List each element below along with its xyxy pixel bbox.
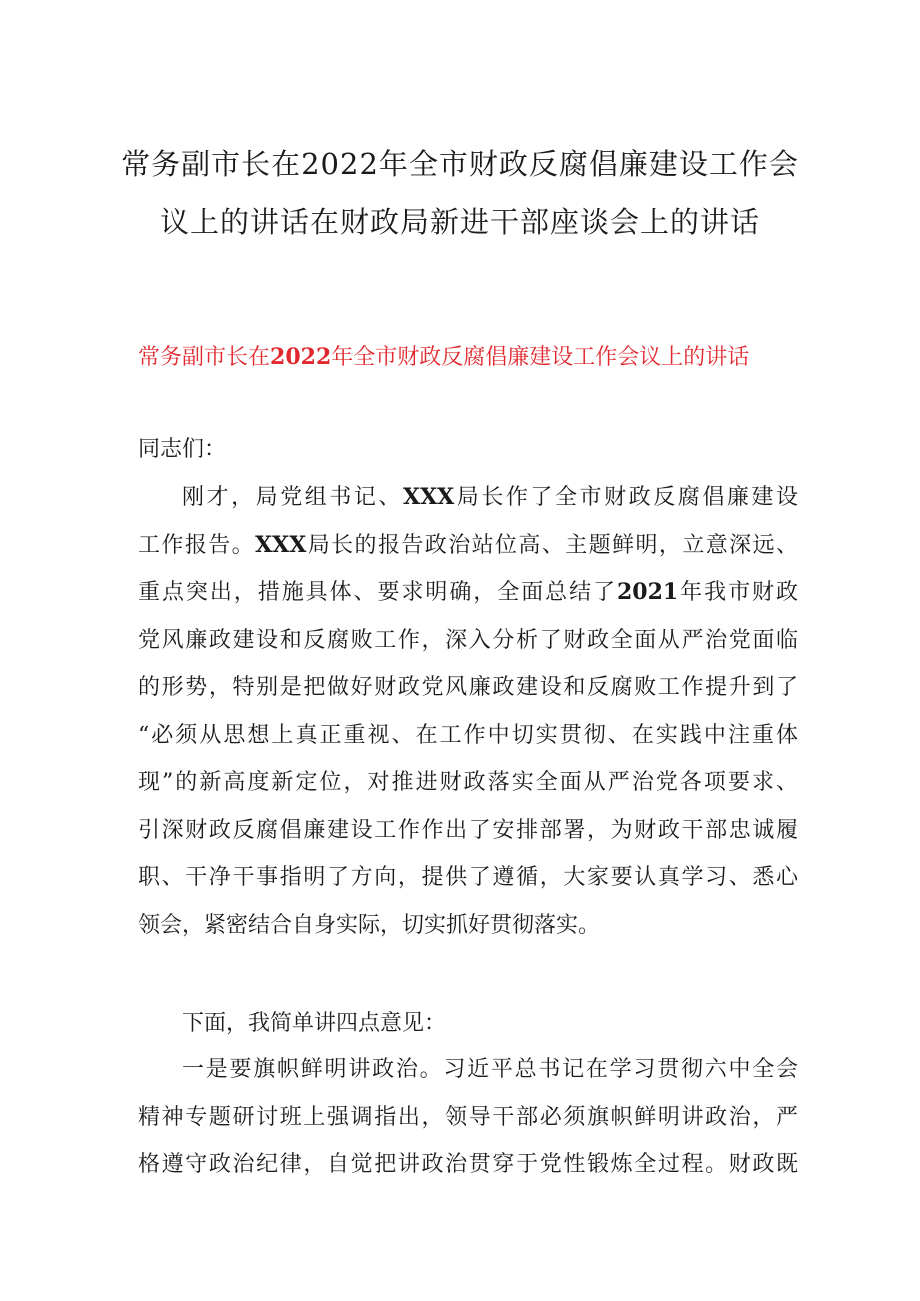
paragraph-1 — [138, 474, 798, 949]
subheading-text-end: 年全市财政反腐倡廉建设工作会议上的讲话 — [331, 345, 750, 370]
paragraph-3-line: 精神专题研讨班上强调指出，领导干部必须旗帜鲜明讲政治，严 — [138, 1104, 798, 1130]
paragraph-1-line: 刚才，局党组书记、XXX局长作了全市财政反腐倡廉建设 — [182, 484, 798, 510]
paragraph-1-line: 党风廉政建设和反腐败工作，深入分析了财政全面从严治党面临 — [138, 627, 798, 653]
paragraph-1-line: 领会，紧密结合自身实际，切实抓好贯彻落实。 — [138, 912, 601, 938]
paragraph-3-line: 格遵守政治纪律，自觉把讲政治贯穿于党性锻炼全过程。财政既 — [138, 1152, 798, 1177]
speech-subheading — [138, 340, 798, 371]
subheading-year: 2022 — [270, 344, 332, 370]
paragraph-1-line: 现”的新高度新定位，对推进财政落实全面从严治党各项要求、 — [138, 770, 798, 795]
paragraph-3 — [138, 1046, 798, 1189]
paragraph-3-line: 一是要旗帜鲜明讲政治。习近平总书记在学习贯彻六中全会 — [182, 1057, 798, 1082]
paragraph-1-line: 引深财政反腐倡廉建设工作作出了安排部署，为财政干部忠诚履 — [138, 817, 798, 843]
document-title-line-2: 议上的讲话在财政局新进干部座谈会上的讲话 — [159, 205, 760, 239]
paragraph-2-line: 下面，我简单讲四点意见： — [182, 1011, 447, 1036]
paragraph-1-line: 的形势，特别是把做好财政党风廉政建设和反腐败工作提升到了 — [138, 675, 798, 700]
paragraph-1-line: 工作报告。XXX局长的报告政治站位高、主题鲜明，立意深远、 — [138, 531, 798, 558]
subheading-text-start: 常务副市长在 — [138, 345, 271, 370]
paragraph-1-line: 职、干净干事指明了方向，提供了遵循，大家要认真学习、悉心 — [138, 865, 798, 890]
paragraph-2 — [138, 1000, 798, 1048]
paragraph-1-line: 重点突出，措施具体、要求明确，全面总结了2021年我市财政 — [138, 579, 798, 605]
paragraph-1-line: “必须从思想上真正重视、在工作中切实贯彻、在实践中注重体 — [138, 722, 798, 748]
document-title-line-1: 常务副市长在2022年全市财政反腐倡廉建设工作会 — [121, 147, 799, 181]
salutation: 同志们： — [138, 437, 227, 462]
